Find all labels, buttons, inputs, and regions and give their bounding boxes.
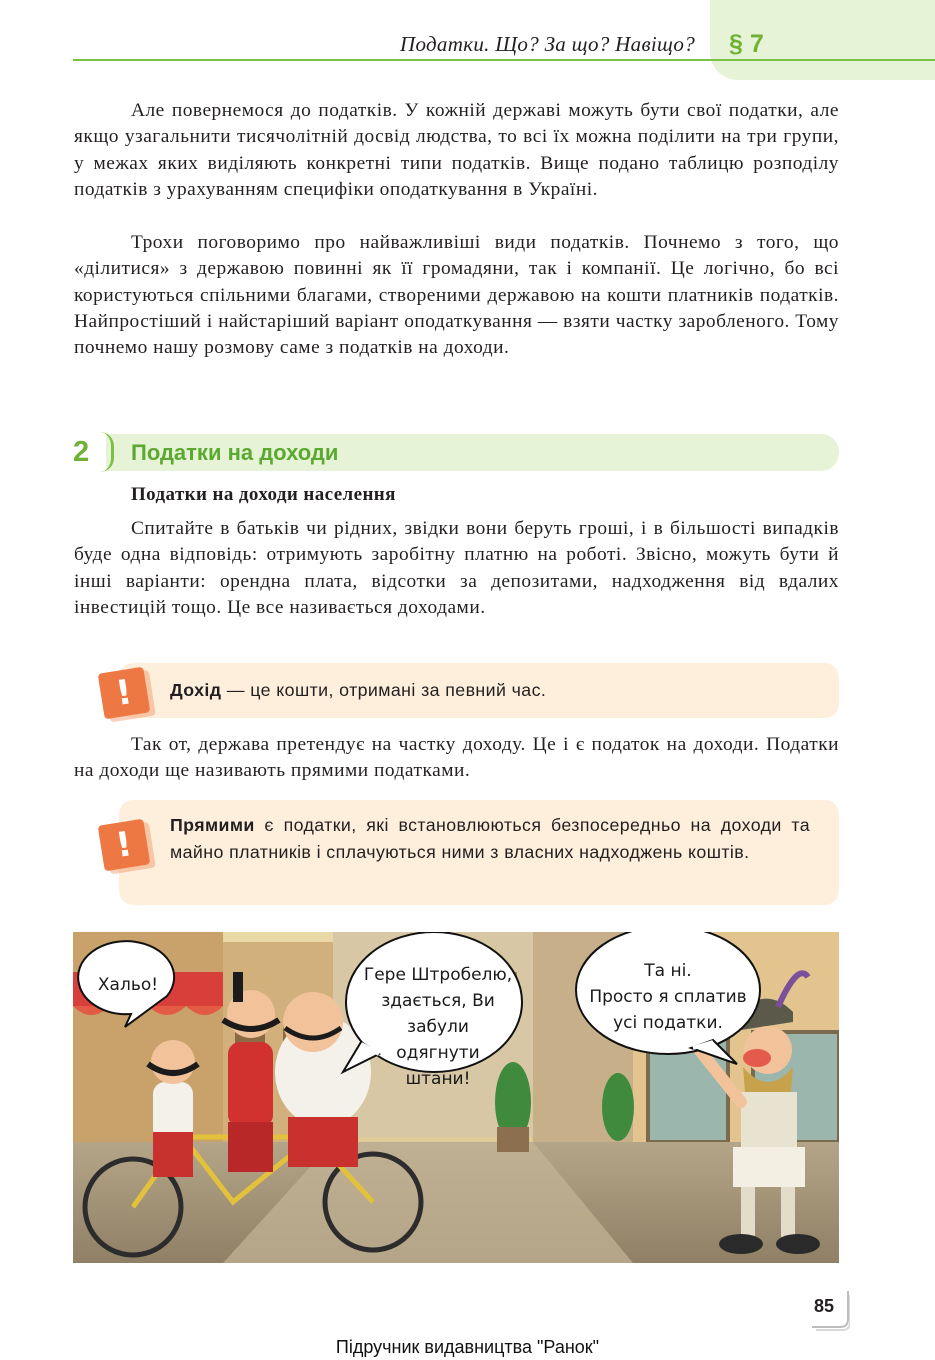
intro-paragraph-2: Трохи поговоримо про найважливіші види податків. Почнемо з того, що «ділитися» з державою повинні як її громадяни, так і компанії. Це логічно, бо всі користуються спільними благами, створеними державою на кошти платників податків. Найпростіший і найстаріший варіант оподаткування — взяти частку заробленого. Тому почнемо нашу розмову саме з податків на доходи.: [74, 232, 839, 359]
speech-bubble-2: [363, 962, 513, 1092]
subsection-paragraph-1: Спитайте в батьків чи рідних, звідки вони беруть гроші, і в більшості випадків буде одна відповідь: отримують заробітну платню на роботі. Звісно, можуть бути й інші варіанти: орендна плата, відсотки за депозитами, надходження від вдалих інвестицій тощо. Це все називається доходами.: [74, 518, 839, 618]
bubble-3-line-3: усі податки.: [613, 1013, 723, 1033]
header-rule: [73, 59, 713, 61]
subsection-paragraph-2: Так от, держава претендує на частку доходу. Це і є податок на доходи. Податки на доходи ще називають прямими податками.: [74, 734, 839, 782]
definition-income-text: — це кошти, отримані за певний час.: [221, 680, 547, 700]
definition-income: [170, 677, 810, 704]
intro-paragraph-1: Але повернемося до податків. У кожній державі можуть бути свої податки, але якщо узагальнити тисячолітній досвід людства, то всі їх можна поділити на три групи, у межах яких виділяють конкретні типи податків. Вище подано таблицю розподілу податків з урахуванням специфіки оподаткування в Україні.: [74, 100, 839, 200]
section-number: § 7: [729, 30, 764, 58]
definition-direct: [170, 812, 810, 866]
page-header: [0, 0, 935, 80]
chapter-title: Податки. Що? За що? Навіщо?: [400, 32, 695, 56]
topic-title: Податки на доходи: [131, 440, 339, 465]
exclamation-icon: !: [98, 819, 151, 872]
speech-bubble-3: [578, 958, 758, 1036]
term-income: Дохід: [170, 680, 222, 700]
exclamation-icon: !: [98, 667, 151, 720]
term-direct: Прямими: [170, 815, 255, 835]
bubble-2-line-4: штани!: [405, 1069, 471, 1089]
publisher-footer: Підручник видавництва "Ранок": [335, 1337, 600, 1357]
section-tab-rule: [713, 59, 935, 61]
comic-illustration: [73, 932, 839, 1263]
bubble-3-line-1: Та ні.: [644, 961, 692, 981]
bubble-3-line-2: Просто я сплатив: [589, 987, 747, 1007]
topic-number: 2: [73, 436, 90, 468]
page-number: 85: [814, 1296, 835, 1316]
definition-direct-text: є податки, які встановлюються безпосередньо на доходи та майно платників і сплачуються ними з власних надходжень коштів.: [170, 815, 810, 862]
subsection-heading: Податки на доходи населення: [131, 484, 396, 505]
bubble-2-line-2: здається, Ви: [381, 991, 495, 1011]
bubble-2-line-1: Гере Штробелю,: [363, 965, 513, 985]
bubble-2-line-3: забули одягнути: [396, 1017, 480, 1063]
speech-bubble-1: Хальо!: [97, 975, 159, 995]
